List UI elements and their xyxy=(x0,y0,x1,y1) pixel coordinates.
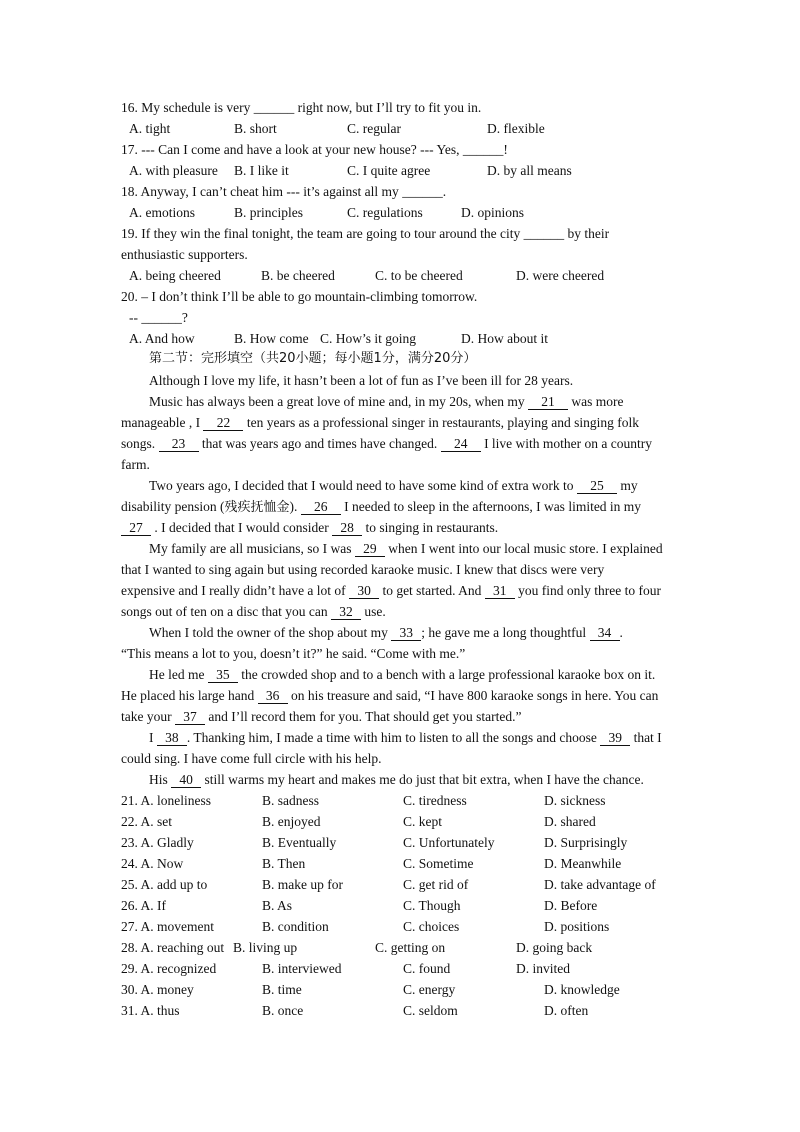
q17-option-c: C. I quite agree xyxy=(347,163,431,178)
answer-21-b: B. sadness xyxy=(262,793,319,808)
passage-line-2: Music has always been a great love of mine and, in my 20s, when my 21 was more xyxy=(149,394,624,409)
answer-24-a: 24. A. Now xyxy=(121,856,184,871)
answer-21-c: C. tiredness xyxy=(403,793,467,808)
answer-25-b: B. make up for xyxy=(262,877,343,892)
passage-line-19: could sing. I have come full circle with his help. xyxy=(121,751,382,766)
blank-31: 31 xyxy=(485,584,515,599)
blank-38: 38 xyxy=(157,731,187,746)
blank-23: 23 xyxy=(159,437,199,452)
blank-29: 29 xyxy=(355,542,385,557)
blank-24: 24 xyxy=(441,437,481,452)
blank-40: 40 xyxy=(171,773,201,788)
q19-option-c: C. to be cheered xyxy=(375,268,463,283)
passage-line-18: I 38 . Thanking him, I made a time with him to listen to all the songs and choose 39 that I xyxy=(149,730,662,745)
answer-25-a: 25. A. add up to xyxy=(121,877,208,892)
answer-25-c: C. get rid of xyxy=(403,877,469,892)
answer-22-a: 22. A. set xyxy=(121,814,173,829)
answer-30-c: C. energy xyxy=(403,982,456,997)
blank-30: 30 xyxy=(349,584,379,599)
question-16-stem: 16. My schedule is very ______ right now, but I’ll try to fit you in. xyxy=(121,100,482,115)
passage-line-9: My family are all musicians, so I was 29 when I went into our local music store. I explained xyxy=(149,541,663,556)
passage-line-1: Although I love my life, it hasn’t been a lot of fun as I’ve been ill for 28 years. xyxy=(149,373,574,388)
q18-option-a: A. emotions xyxy=(129,205,195,220)
answer-28-d: D. going back xyxy=(516,940,593,955)
answer-29-c: C. found xyxy=(403,961,451,976)
blank-21: 21 xyxy=(528,395,568,410)
blank-37: 37 xyxy=(175,710,205,725)
q19-option-a: A. being cheered xyxy=(129,268,221,283)
answer-27-d: D. positions xyxy=(544,919,610,934)
answer-29-b: B. interviewed xyxy=(262,961,342,976)
answer-24-b: B. Then xyxy=(262,856,306,871)
q17-option-d: D. by all means xyxy=(487,163,572,178)
answer-30-b: B. time xyxy=(262,982,302,997)
answer-23-a: 23. A. Gladly xyxy=(121,835,194,850)
answer-26-b: B. As xyxy=(262,898,293,913)
blank-27: 27 xyxy=(121,521,151,536)
answer-29-a: 29. A. recognized xyxy=(121,961,217,976)
question-17-stem: 17. --- Can I come and have a look at your new house? --- Yes, ______! xyxy=(121,142,508,157)
blank-36: 36 xyxy=(258,689,288,704)
answer-26-a: 26. A. If xyxy=(121,898,166,913)
blank-39: 39 xyxy=(600,731,630,746)
answer-27-b: B. condition xyxy=(262,919,329,934)
passage-line-17: take your 37 and I’ll record them for you. That should get you started.” xyxy=(121,709,522,724)
blank-25: 25 xyxy=(577,479,617,494)
answer-23-c: C. Unfortunately xyxy=(403,835,495,850)
question-18-stem: 18. Anyway, I can’t cheat him --- it’s against all my ______. xyxy=(121,184,447,199)
passage-line-16: He placed his large hand 36 on his treasure and said, “I have 800 karaoke songs in here. You can xyxy=(121,688,659,703)
q17-option-b: B. I like it xyxy=(234,163,289,178)
blank-32: 32 xyxy=(331,605,361,620)
question-20-stem-cont: -- ______? xyxy=(129,310,188,325)
question-20-stem: 20. – I don’t think I’ll be able to go mountain-climbing tomorrow. xyxy=(121,289,478,304)
answer-22-c: C. kept xyxy=(403,814,442,829)
passage-line-11: expensive and I really didn’t have a lot of 30 to get started. And 31 you find only three to four xyxy=(121,583,662,598)
answer-26-c: C. Though xyxy=(403,898,461,913)
passage-line-14: “This means a lot to you, doesn’t it?” he said. “Come with me.” xyxy=(121,646,466,661)
answer-23-d: D. Surprisingly xyxy=(544,835,628,850)
passage-line-3: manageable , I 22 ten years as a professional singer in restaurants, playing and singing folk xyxy=(121,415,639,430)
q18-option-b: B. principles xyxy=(234,205,303,220)
passage-line-7: disability pension (残疾抚恤金). 26 I needed to sleep in the afternoons, I was limited in my xyxy=(121,499,642,515)
q16-option-d: D. flexible xyxy=(487,121,545,136)
blank-26: 26 xyxy=(301,500,341,515)
blank-22: 22 xyxy=(203,416,243,431)
answer-29-d: D. invited xyxy=(516,961,570,976)
passage-line-12: songs out of ten on a disc that you can 32 use. xyxy=(121,604,386,619)
q18-option-d: D. opinions xyxy=(461,205,525,220)
answer-31-a: 31. A. thus xyxy=(121,1003,180,1018)
passage-line-15: He led me 35 the crowded shop and to a bench with a large professional karaoke box on it. xyxy=(149,667,656,682)
q16-option-b: B. short xyxy=(234,121,277,136)
answer-21-d: D. sickness xyxy=(544,793,606,808)
answer-24-d: D. Meanwhile xyxy=(544,856,622,871)
q20-option-d: D. How about it xyxy=(461,331,548,346)
answer-28-c: C. getting on xyxy=(375,940,446,955)
passage-line-4: songs. 23 that was years ago and times have changed. 24 I live with mother on a country xyxy=(121,436,653,451)
answer-28-b: B. living up xyxy=(233,940,298,955)
q19-option-d: D. were cheered xyxy=(516,268,605,283)
answer-21-a: 21. A. loneliness xyxy=(121,793,211,808)
answer-28-a: 28. A. reaching out xyxy=(121,940,225,955)
question-19-stem-cont: enthusiastic supporters. xyxy=(121,247,248,262)
passage-line-8: 27 . I decided that I would consider 28 to singing in restaurants. xyxy=(121,520,498,536)
q20-option-c: C. How’s it going xyxy=(320,331,417,346)
answer-27-a: 27. A. movement xyxy=(121,919,214,934)
passage-line-13: When I told the owner of the shop about my 33 ; he gave me a long thoughtful 34 . xyxy=(149,625,623,640)
section-title: 第二节：完形填空（共20小题；每小题1分，满分20分） xyxy=(149,351,477,366)
question-19-stem: 19. If they win the final tonight, the team are going to tour around the city ______ by their xyxy=(121,226,610,241)
answer-22-b: B. enjoyed xyxy=(262,814,321,829)
q17-option-a: A. with pleasure xyxy=(129,163,218,178)
blank-28: 28 xyxy=(332,521,362,536)
answer-31-b: B. once xyxy=(262,1003,304,1018)
answer-31-d: D. often xyxy=(544,1003,589,1018)
passage-line-20: His 40 still warms my heart and makes me do just that bit extra, when I have the chance. xyxy=(149,772,644,787)
passage-line-10: that I wanted to sing again but using recorded karaoke music. I knew that discs were very xyxy=(121,562,605,577)
blank-34: 34 xyxy=(590,626,620,641)
answer-30-d: D. knowledge xyxy=(544,982,620,997)
q20-option-b: B. How come xyxy=(234,331,309,346)
answer-22-d: D. shared xyxy=(544,814,596,829)
answer-23-b: B. Eventually xyxy=(262,835,337,850)
answer-27-c: C. choices xyxy=(403,919,460,934)
passage-line-5: farm. xyxy=(121,457,150,472)
blank-33: 33 xyxy=(391,626,421,641)
q19-option-b: B. be cheered xyxy=(261,268,335,283)
q20-option-a: A. And how xyxy=(129,331,195,346)
answer-30-a: 30. A. money xyxy=(121,982,194,997)
q18-option-c: C. regulations xyxy=(347,205,423,220)
blank-35: 35 xyxy=(208,668,238,683)
q16-option-c: C. regular xyxy=(347,121,401,136)
q16-option-a: A. tight xyxy=(129,121,171,136)
answer-26-d: D. Before xyxy=(544,898,598,913)
answer-24-c: C. Sometime xyxy=(403,856,474,871)
passage-line-6: Two years ago, I decided that I would need to have some kind of extra work to 25 my xyxy=(149,478,638,493)
answer-31-c: C. seldom xyxy=(403,1003,458,1018)
answer-25-d: D. take advantage of xyxy=(544,877,656,892)
